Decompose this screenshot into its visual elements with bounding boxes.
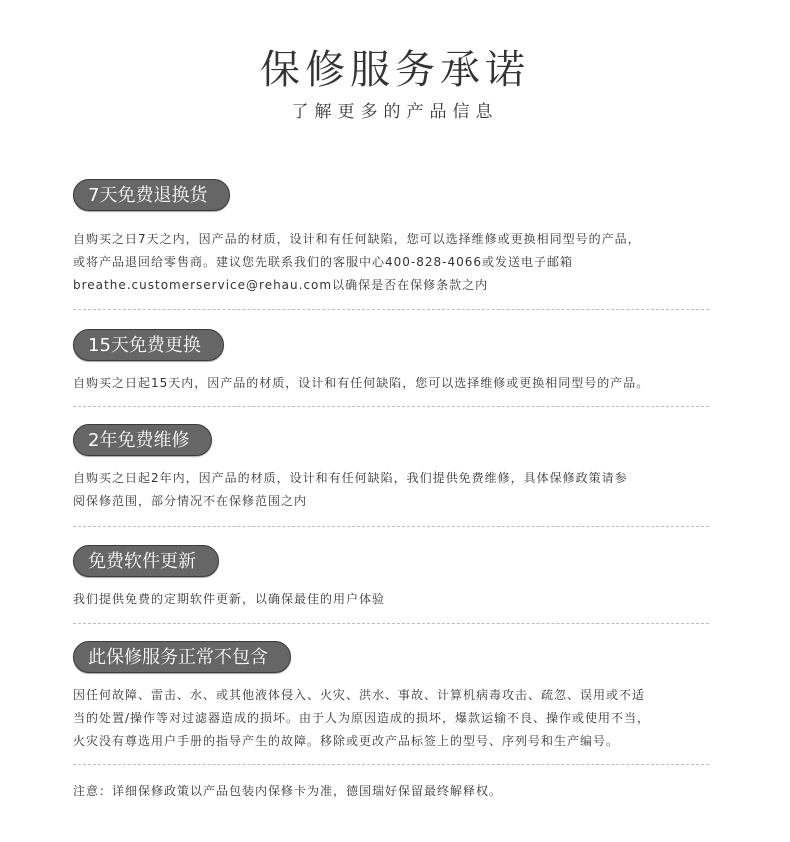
badge-15-day-exchange: 15天免费更换 [73,329,224,361]
section-text-line: 自购买之日7天之内，因产品的材质，设计和有任何缺陷，您可以选择维修或更换相同型号的产品， [73,232,641,246]
badge-warranty-exclusions: 此保修服务正常不包含 [73,641,291,673]
section-divider [73,764,709,765]
page-title: 保修服务承诺 [260,47,530,93]
section-text-line: 因任何故障、雷击、水、或其他液体侵入、火灾、洪水、事故、计算机病毒攻击、疏忽、误用或不适 [73,688,646,702]
badge-free-software-update: 免费软件更新 [73,545,219,577]
section-text-line: breathe.customerservice@rehau.com以确保是否在保修条款之内 [73,278,489,292]
section-text-line: 自购买之日起15天内，因产品的材质，设计和有任何缺陷，您可以选择维修或更换相同型号的产品。 [73,376,650,390]
section-divider [73,309,709,310]
section-text-line: 当的处置/操作等对过滤器造成的损坏。由于人为原因造成的损坏，爆款运输不良、操作或使用不当， [73,711,651,725]
section-warranty-exclusions-text [73,684,718,753]
section-divider [73,406,709,407]
section-text-line: 阅保修范围，部分情况不在保修范围之内 [73,494,308,508]
section-15-day-exchange-text [73,372,718,395]
section-7-day-return-text [73,228,718,297]
section-text-line: 火灾没有尊选用户手册的指导产生的故障。移除或更改产品标签上的型号、序列号和生产编号。 [73,734,620,748]
badge-7-day-return: 7天免费退换货 [73,179,230,211]
section-2-year-repair-text [73,467,718,513]
section-text-line: 自购买之日起2年内，因产品的材质，设计和有任何缺陷，我们提供免费维修，具体保修政策请参 [73,471,628,485]
section-divider [73,526,709,527]
section-text-line: 或将产品退回给零售商。建议您先联系我们的客服中心400-828-4066或发送电子邮箱 [73,255,574,269]
page-subtitle: 了解更多的产品信息 [291,102,499,122]
footer-note: 注意：详细保修政策以产品包装内保修卡为准，德国瑞好保留最终解释权。 [73,784,503,798]
section-text-line: 我们提供免费的定期软件更新，以确保最佳的用户体验 [73,592,386,606]
section-divider [73,623,709,624]
section-software-update-text [73,588,718,611]
badge-2-year-repair: 2年免费维修 [73,424,212,456]
